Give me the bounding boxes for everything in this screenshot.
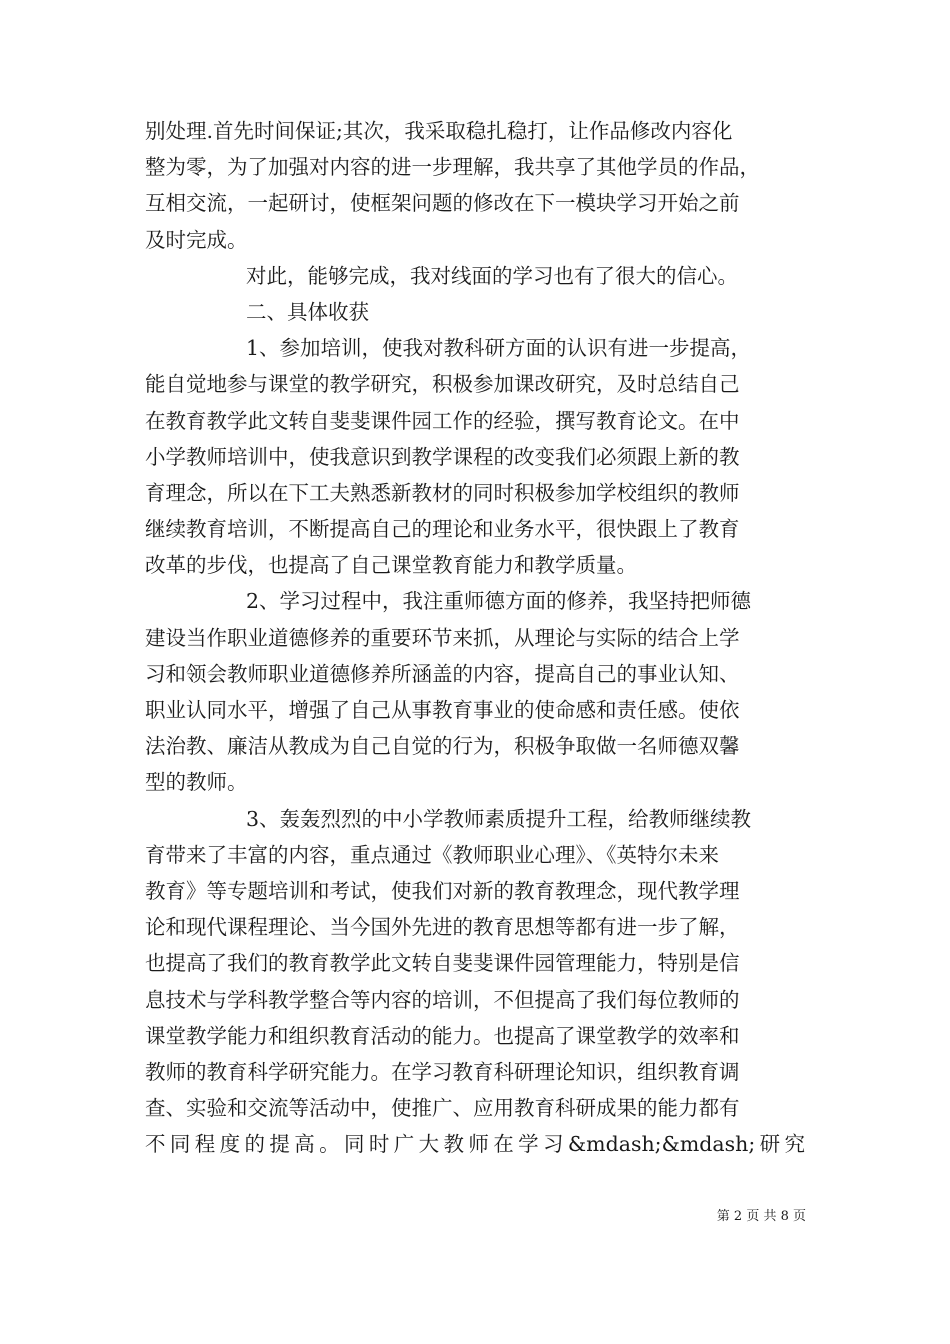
text-line: 论和现代课程理论、当今国外先进的教育思想等都有进一步了解， — [145, 915, 740, 940]
text-line: 也提高了我们的教育教学此文转自斐斐课件园管理能力，特别是信 — [145, 951, 740, 976]
text-line: 习和领会教师职业道德修养所涵盖的内容，提高自己的事业认知、 — [145, 661, 740, 686]
text-line: 别处理.首先时间保证;其次，我采取稳扎稳打，让作品修改内容化 — [145, 119, 733, 143]
text-line: 对此，能够完成，我对线面的学习也有了很大的信心。 — [246, 263, 738, 288]
text-line: 查、实验和交流等活动中，使推广、应用教育科研成果的能力都有 — [145, 1096, 740, 1121]
text-line: 建设当作职业道德修养的重要环节来抓，从理论与实际的结合上学 — [145, 625, 740, 650]
text-line: 不同程度的提高。同时广大教师在学习&mdash;&mdash;研究 — [145, 1132, 805, 1157]
text-line: 1、参加培训，使我对教科研方面的认识有进一步提高， — [246, 336, 752, 361]
text-line: 育理念，所以在下工夫熟悉新教材的同时积极参加学校组织的教师 — [145, 480, 740, 505]
text-line: 教师的教育科学研究能力。在学习教育科研理论知识，组织教育调 — [145, 1059, 740, 1084]
text-line: 改革的步伐，也提高了自己课堂教育能力和教学质量。 — [145, 553, 637, 578]
text-line: 型的教师。 — [145, 770, 248, 795]
text-line: 互相交流，一起研讨，使框架问题的修改在下一模块学习开始之前 — [145, 191, 740, 216]
text-line: 在教育教学此文转自斐斐课件园工作的经验，撰写教育论文。在中 — [145, 408, 740, 433]
text-line: 2、学习过程中，我注重师德方面的修养，我坚持把师德 — [246, 589, 752, 614]
text-line: 息技术与学科教学整合等内容的培训，不但提高了我们每位教师的 — [145, 987, 740, 1012]
text-line: 育带来了丰富的内容，重点通过《教师职业心理》、《英特尔未来 — [145, 842, 719, 867]
text-line: 能自觉地参与课堂的教学研究，积极参加课改研究，及时总结自己 — [145, 372, 740, 397]
text-line: 教育》等专题培训和考试，使我们对新的教育教理念，现代教学理 — [145, 878, 740, 903]
text-line: 职业认同水平，增强了自己从事教育事业的使命感和责任感。使依 — [145, 698, 740, 722]
text-line: 法治教、廉洁从教成为自己自觉的行为，积极争取做一名师德双馨 — [145, 734, 740, 759]
text-line: 继续教育培训，不断提高自己的理论和业务水平，很快跟上了教育 — [145, 517, 740, 542]
section-heading: 二、具体收获 — [246, 299, 369, 324]
text-line: 课堂教学能力和组织教育活动的能力。也提高了课堂教学的效率和 — [145, 1023, 740, 1048]
page-number: 第 2 页 共 8 页 — [716, 1209, 806, 1224]
text-line: 小学教师培训中，使我意识到教学课程的改变我们必须跟上新的教 — [145, 444, 740, 469]
text-line: 3、轰轰烈烈的中小学教师素质提升工程，给教师继续教 — [246, 806, 752, 831]
body-text — [145, 113, 805, 1162]
text-line: 及时完成。 — [145, 227, 248, 252]
text-line: 整为零，为了加强对内容的进一步理解，我共享了其他学员的作品， — [145, 155, 760, 180]
